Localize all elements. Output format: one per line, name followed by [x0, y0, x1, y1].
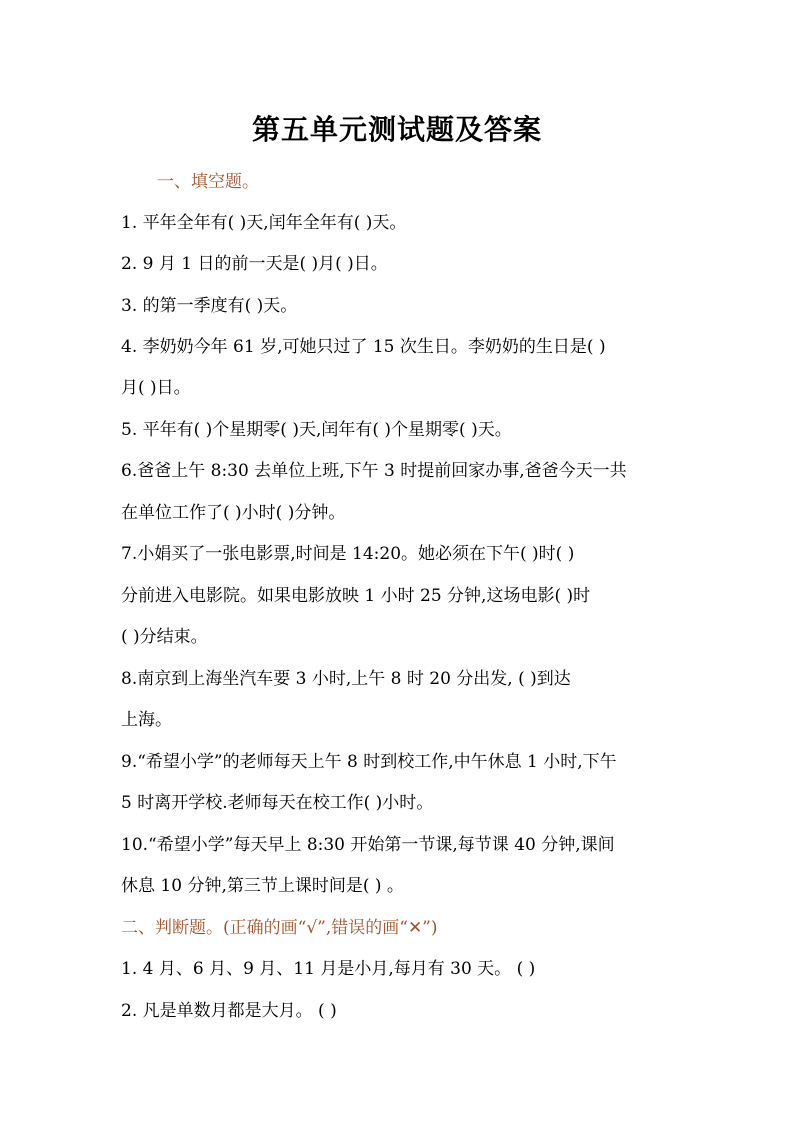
question-line: 6.爸爸上午 8:30 去单位上班,下午 3 时提前回家办事,爸爸今天一共 [121, 461, 627, 481]
question-line: 4. 李奶奶今年 61 岁,可她只过了 15 次生日。李奶奶的生日是( ) [121, 337, 606, 357]
question-line: 10.“希望小学”每天早上 8:30 开始第一节课,每节课 40 分钟,课间 [121, 835, 615, 855]
question-line: 休息 10 分钟,第三节上课时间是( ) 。 [121, 876, 404, 896]
question-line: 9.“希望小学”的老师每天上午 8 时到校工作,中午休息 1 小时,下午 [121, 752, 617, 772]
question-line: 2. 凡是单数月都是大月。 ( ) [121, 1001, 337, 1021]
question-line: 1. 4 月、6 月、9 月、11 月是小月,每月有 30 天。 ( ) [121, 959, 536, 979]
question-line: ( )分结束。 [121, 627, 208, 647]
question-line: 3. 的第一季度有( )天。 [121, 296, 298, 316]
question-line: 上海。 [121, 710, 172, 730]
question-line: 在单位工作了( )小时( )分钟。 [121, 503, 346, 523]
document-title: 第五单元测试题及答案 [251, 113, 542, 146]
question-line: 分前进入电影院。如果电影放映 1 小时 25 分钟,这场电影( )时 [121, 586, 591, 606]
question-line: 1. 平年全年有( )天,闰年全年有( )天。 [121, 213, 407, 233]
question-line: 5 时离开学校.老师每天在校工作( )小时。 [121, 793, 434, 813]
question-line: 7.小娟买了一张电影票,时间是 14:20。她必须在下午( )时( ) [121, 544, 575, 564]
question-line: 5. 平年有( )个星期零( )天,闰年有( )个星期零( )天。 [121, 420, 512, 440]
question-line: 月( )日。 [121, 378, 191, 398]
section-heading-fill-in: 一、填空题。 [157, 172, 259, 192]
question-line: 2. 9 月 1 日的前一天是( )月( )日。 [121, 254, 388, 274]
question-line: 8.南京到上海坐汽车要 3 小时,上午 8 时 20 分出发, ( )到达 [121, 669, 571, 689]
section-heading-true-false: 二、判断题。(正确的画“√”,错误的画“✕”) [121, 918, 438, 938]
